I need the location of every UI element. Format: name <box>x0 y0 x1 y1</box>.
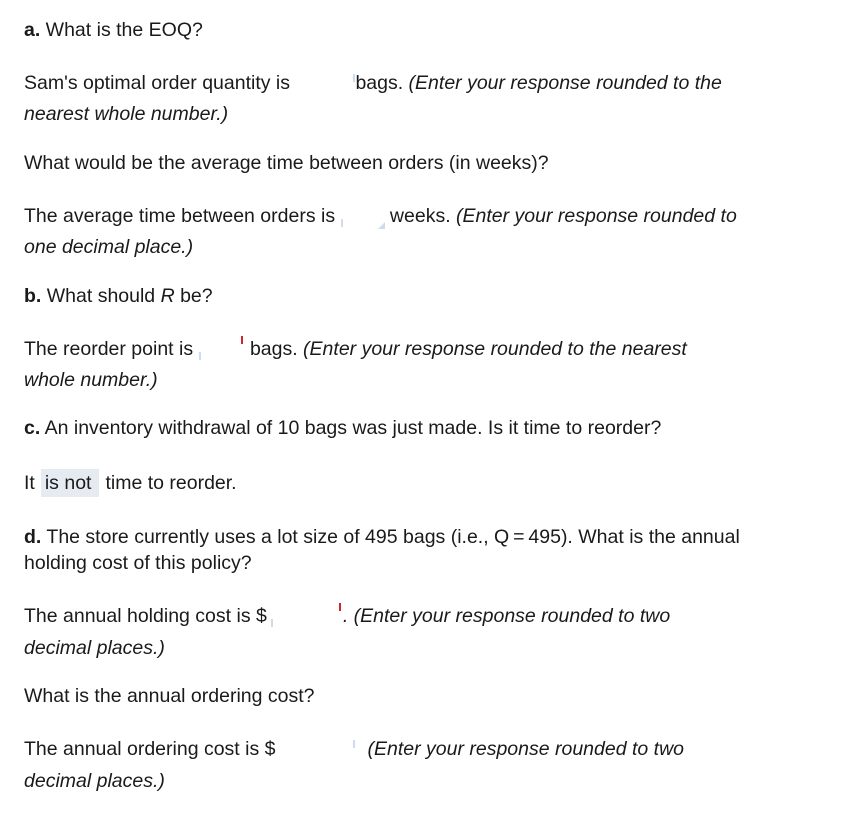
reorder-input[interactable] <box>199 338 245 362</box>
eoq-hint: (Enter your response rounded to the <box>403 72 722 94</box>
part-c-question <box>24 416 661 440</box>
holding-answer-line <box>24 604 670 629</box>
input-edge-mark <box>271 619 273 627</box>
input-corner-mark <box>378 222 385 229</box>
reorder-decision-dropdown[interactable]: is not <box>41 469 100 497</box>
eoq-hint-cont: nearest whole number.) <box>24 103 229 125</box>
part-d-label: d. <box>24 526 42 548</box>
ordering-answer-line <box>24 737 684 762</box>
ordering-cost-input[interactable] <box>279 738 355 762</box>
eoq-prefix: Sam's optimal order quantity is <box>24 72 291 94</box>
reorder-decision-line <box>24 469 237 497</box>
variable-r: R <box>160 285 175 307</box>
holding-hint: . (Enter your response rounded to two <box>342 605 671 627</box>
time-prefix: The average time between orders is <box>24 205 336 227</box>
input-edge-mark <box>341 219 343 227</box>
part-b-label: b. <box>24 285 42 307</box>
ordering-hint-cont: decimal places.) <box>24 770 165 792</box>
eoq-unit: bags. <box>355 72 404 94</box>
time-hint-cont: one decimal place.) <box>24 236 194 258</box>
part-b-question-pre: What should <box>41 285 161 307</box>
holding-cost-input[interactable] <box>271 605 343 629</box>
error-tick <box>241 336 243 344</box>
reorder-unit: bags. <box>249 338 298 360</box>
time-hint: (Enter your response rounded to <box>450 205 737 227</box>
time-unit: weeks. <box>389 205 451 227</box>
part-d-question-text: The store currently uses a lot size of 495 bags (i.e., Q = 495). What is the annual <box>41 526 740 548</box>
holding-prefix: The annual holding cost is $ <box>24 605 267 627</box>
decision-prefix: It <box>24 472 35 494</box>
ordering-prefix: The annual ordering cost is $ <box>24 738 276 760</box>
time-answer-line <box>24 204 737 229</box>
reorder-hint-cont: whole number.) <box>24 369 158 391</box>
part-d-question-cont: holding cost of this policy? <box>24 552 252 574</box>
part-c-label: c. <box>24 417 41 439</box>
input-edge-mark <box>199 352 201 360</box>
input-edge-mark <box>353 740 355 748</box>
part-b-question <box>24 284 213 308</box>
eoq-input[interactable] <box>295 72 355 96</box>
part-c-question-text: An inventory withdrawal of 10 bags was just made. Is it time to reorder? <box>40 417 662 439</box>
part-a-question-text: What is the EOQ? <box>40 19 203 41</box>
input-edge-mark <box>353 74 355 82</box>
error-tick <box>339 603 341 611</box>
part-b-question-post: be? <box>174 285 213 307</box>
ordering-question: What is the annual ordering cost? <box>24 685 315 707</box>
part-d-question <box>24 525 740 549</box>
reorder-hint: (Enter your response rounded to the nearest <box>297 338 687 360</box>
reorder-prefix: The reorder point is <box>24 338 194 360</box>
time-question: What would be the average time between orders (in weeks)? <box>24 152 549 174</box>
holding-hint-cont: decimal places.) <box>24 637 165 659</box>
time-input[interactable] <box>341 205 385 229</box>
part-a-question <box>24 18 203 42</box>
eoq-answer-line <box>24 71 722 96</box>
reorder-answer-line <box>24 337 687 362</box>
decision-suffix: time to reorder. <box>105 472 237 494</box>
part-a-label: a. <box>24 19 41 41</box>
ordering-hint: (Enter your response rounded to two <box>367 738 684 760</box>
